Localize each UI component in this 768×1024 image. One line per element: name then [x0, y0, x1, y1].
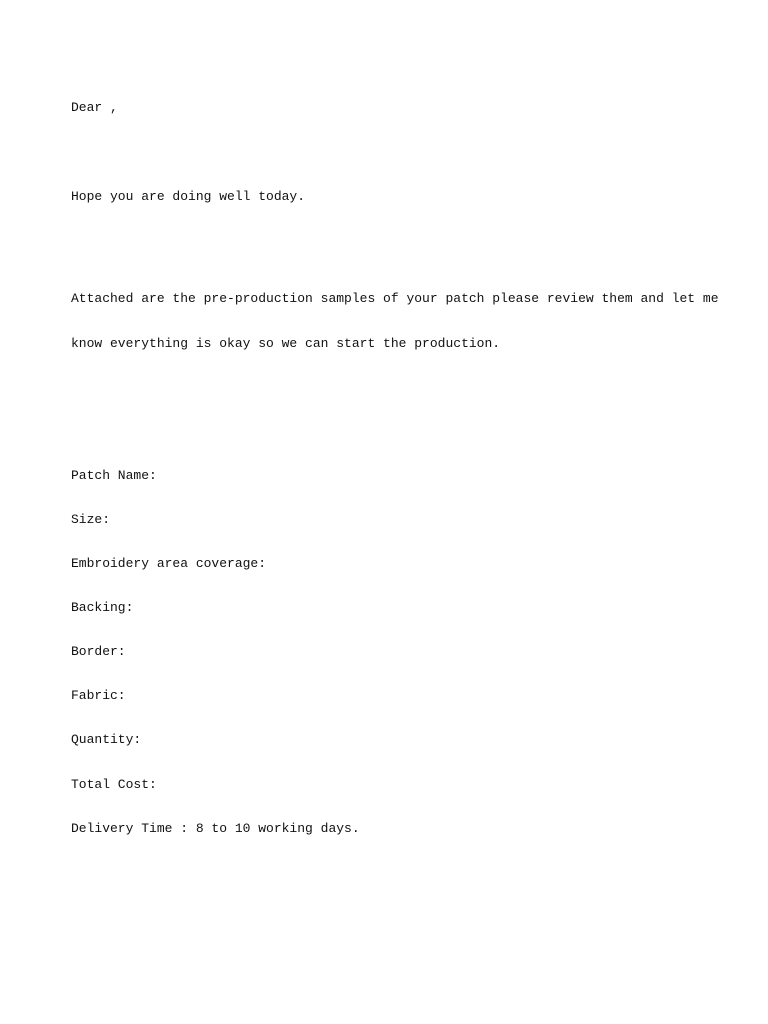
- patch-details-list: [71, 439, 731, 865]
- spacer: [71, 234, 731, 263]
- field-patch-name: Patch Name:: [71, 467, 157, 483]
- field-fabric: Fabric:: [71, 688, 126, 704]
- field-quantity: Quantity:: [71, 732, 142, 748]
- field-delivery-time: Delivery Time : 8 to 10 working days.: [71, 820, 360, 836]
- field-size: Size:: [71, 511, 111, 527]
- greeting: Hope you are doing well today.: [71, 188, 306, 204]
- field-embroidery-coverage: Embroidery area coverage:: [71, 556, 267, 572]
- body-line: Attached are the pre-production samples of your patch please review them and let me: [71, 291, 719, 307]
- field-total-cost: Total Cost:: [71, 776, 157, 792]
- field-backing: Backing:: [71, 600, 134, 616]
- field-border: Border:: [71, 644, 126, 660]
- letter-document: [71, 72, 731, 880]
- body-line: know everything is okay so we can start the production.: [71, 335, 501, 351]
- spacer: [71, 146, 731, 161]
- salutation: Dear ,: [71, 100, 118, 116]
- spacer: [71, 381, 731, 410]
